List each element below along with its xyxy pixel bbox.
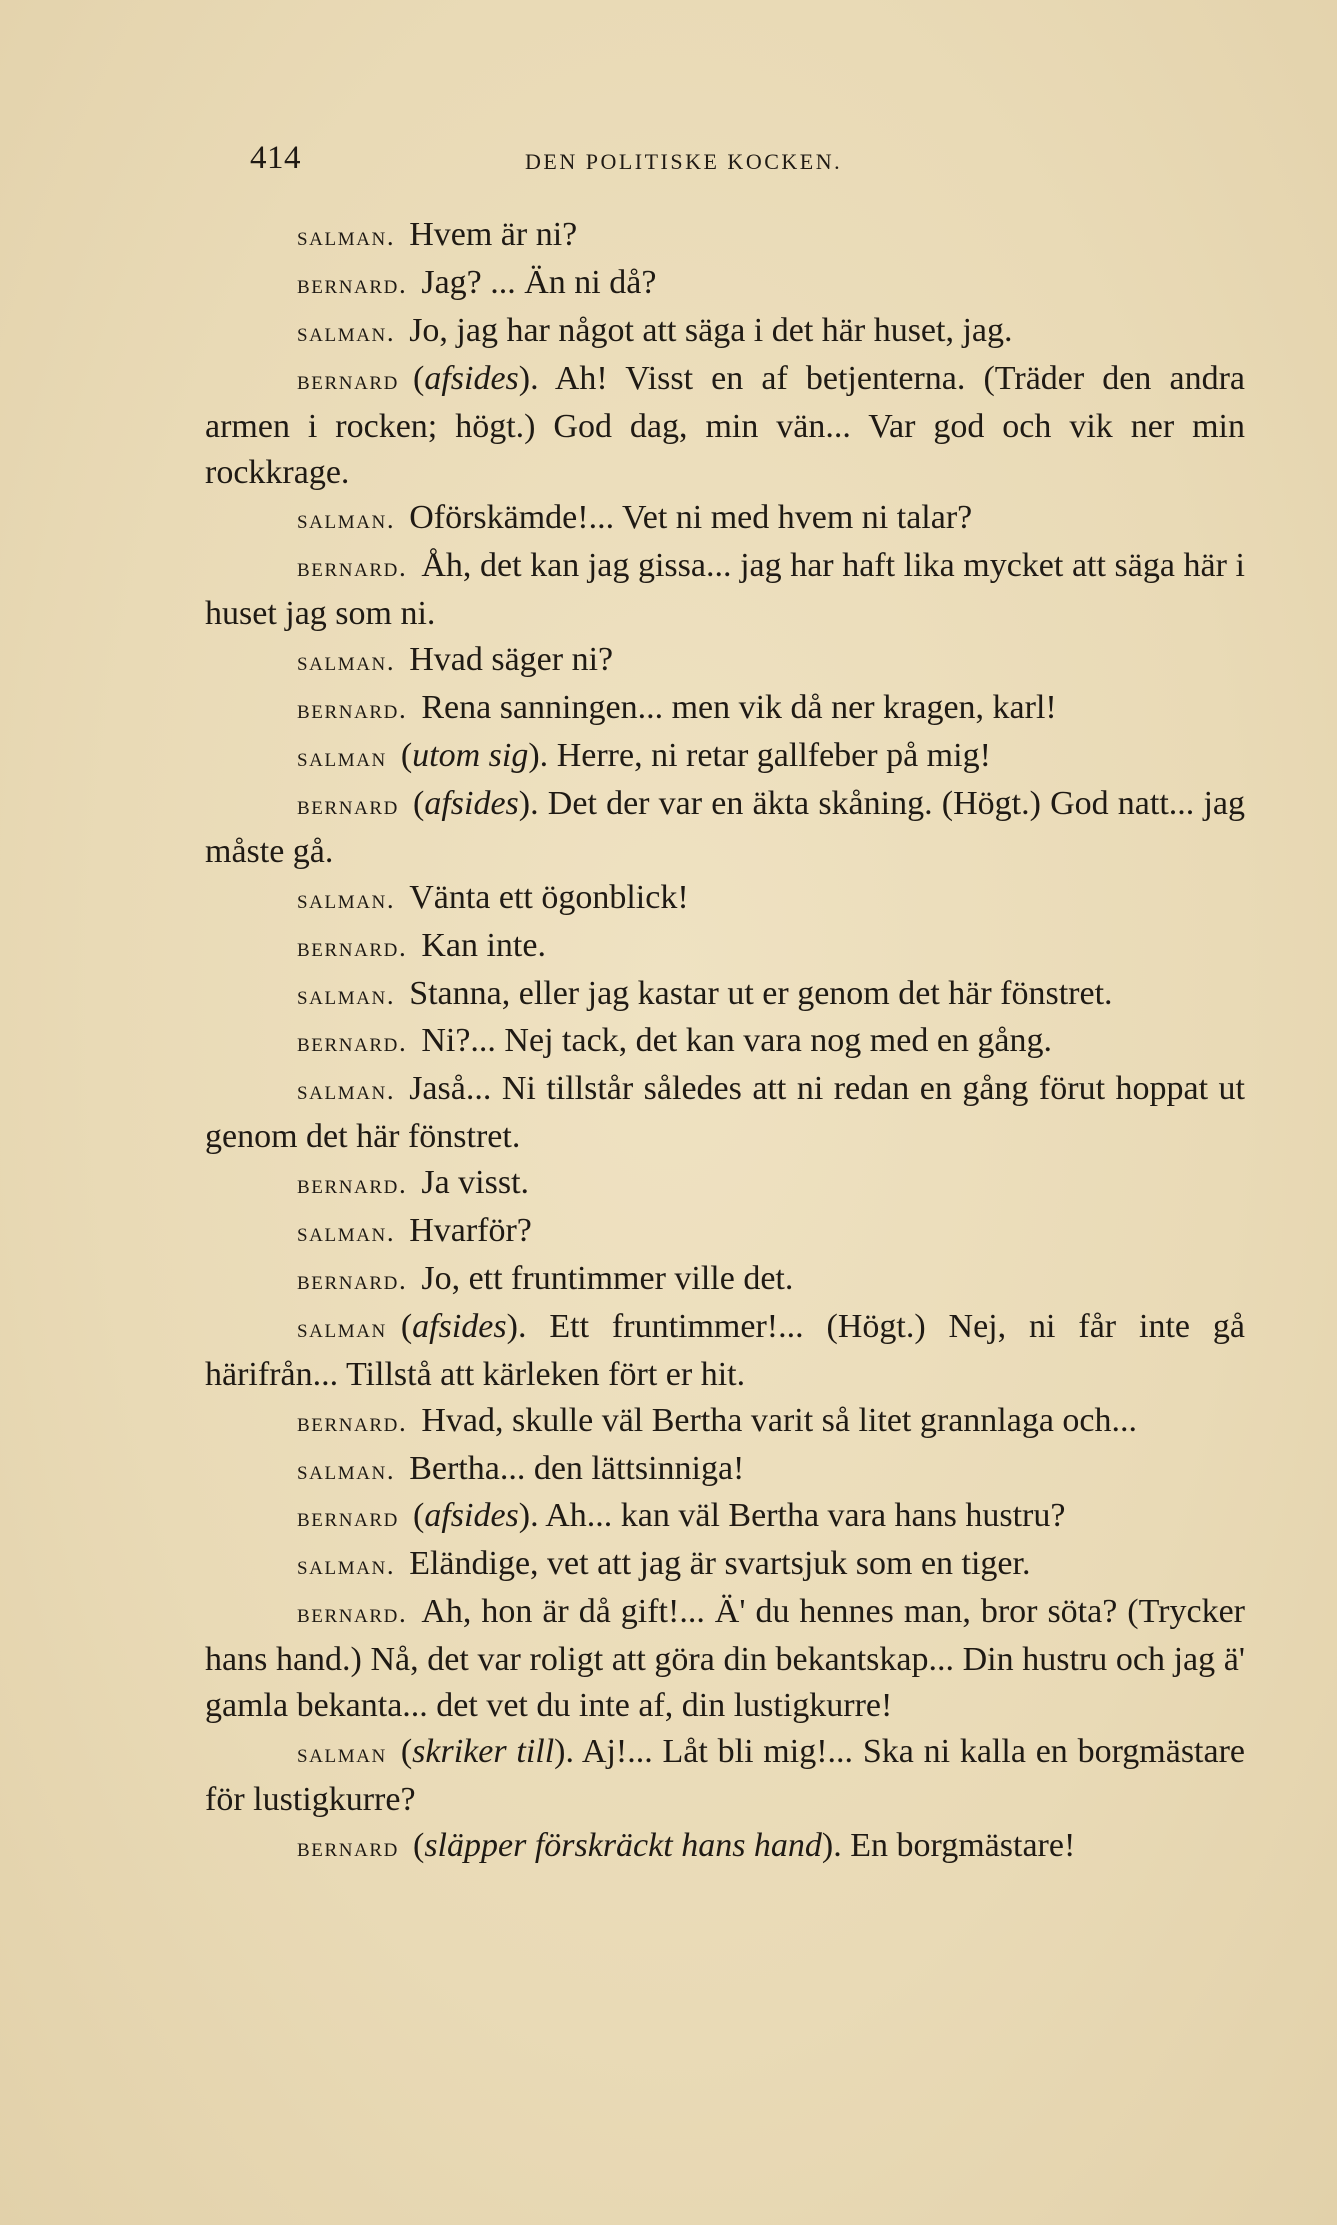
line-text: Ah... kan väl Bertha vara hans hustru? bbox=[545, 1497, 1066, 1535]
stage-direction: skriker till bbox=[412, 1733, 555, 1770]
direction-close: ). bbox=[554, 1733, 574, 1770]
speaker-name: bernard. bbox=[297, 931, 408, 962]
line-text: Aj!... Låt bli mig!... Ska ni kalla en borgmästare för lustigkurre? bbox=[205, 1733, 1246, 1818]
line-text: Hvad, skulle väl Bertha varit så litet grannlaga och... bbox=[421, 1401, 1138, 1439]
speaker-name: salman. bbox=[297, 1075, 396, 1106]
speaker-name: salman. bbox=[297, 504, 396, 535]
dialogue-line bbox=[205, 495, 1245, 543]
dialogue-line bbox=[205, 1398, 1245, 1446]
dialogue-line bbox=[205, 1589, 1245, 1729]
dialogue-line bbox=[205, 356, 1245, 496]
stage-direction: utom sig bbox=[412, 736, 529, 774]
direction-open: ( bbox=[413, 784, 425, 822]
speaker-name: salman. bbox=[297, 316, 396, 347]
dialogue-line bbox=[205, 1160, 1245, 1208]
speaker-name: bernard. bbox=[297, 1264, 408, 1295]
line-text: Rena sanningen... men vik då ner kragen, karl! bbox=[421, 689, 1057, 727]
dialogue-line bbox=[205, 1541, 1245, 1589]
speaker-name: salman. bbox=[297, 979, 396, 1010]
dialogue-line bbox=[205, 923, 1245, 971]
dialogue-line bbox=[205, 1729, 1245, 1823]
dialogue-line bbox=[205, 781, 1245, 875]
direction-close: ). bbox=[518, 1497, 539, 1535]
speaker-name: bernard. bbox=[297, 1598, 408, 1629]
line-text: Vänta ett ögonblick! bbox=[409, 878, 689, 916]
line-text: Ah, hon är då gift!... Ä' du hennes man, bror söta? (Trycker hans hand.) Nå, det var roligt att göra din bekantskap... Din hustru och jag ä' gamla bekanta... det vet du inte af, din lustigkurre! bbox=[205, 1593, 1245, 1725]
direction-open: ( bbox=[413, 359, 425, 397]
dialogue-line bbox=[205, 1018, 1245, 1066]
stage-direction: släpper förskräckt hans hand bbox=[424, 1826, 822, 1864]
line-text: Ah! Visst en af betjenterna. (Träder den andra armen i rocken; högt.) God dag, min vän... Var god och vik ner min rockkrage. bbox=[205, 359, 1246, 491]
stage-direction: afsides bbox=[424, 1497, 519, 1535]
running-title: DEN POLITISKE KOCKEN. bbox=[525, 149, 843, 174]
line-text: Hvarför? bbox=[409, 1212, 532, 1250]
speaker-name: bernard. bbox=[297, 268, 408, 299]
stage-direction: afsides bbox=[424, 359, 519, 397]
speaker-name: salman. bbox=[297, 221, 396, 251]
speaker-name: bernard. bbox=[297, 694, 408, 725]
speaker-name: bernard bbox=[297, 1831, 399, 1862]
dialogue-line bbox=[205, 1493, 1245, 1541]
stage-direction: afsides bbox=[424, 784, 519, 822]
line-text: Jo, jag har något att säga i det här huset, jag. bbox=[409, 311, 1013, 349]
dialogue-line bbox=[205, 971, 1245, 1019]
dialogue-line bbox=[205, 308, 1245, 356]
direction-close: ). bbox=[518, 359, 539, 397]
line-text: Det der var en äkta skåning. (Högt.) God natt... jag måste gå. bbox=[205, 784, 1246, 870]
line-text: Stanna, eller jag kastar ut er genom det här fönstret. bbox=[409, 974, 1113, 1012]
speaker-name: salman bbox=[297, 1738, 387, 1768]
line-text: Kan inte. bbox=[421, 926, 546, 964]
line-text: Jo, ett fruntimmer ville det. bbox=[421, 1259, 794, 1297]
line-text: Jag? ... Än ni då? bbox=[421, 263, 657, 301]
dialogue-line bbox=[205, 1256, 1245, 1304]
line-text: Hvem är ni? bbox=[409, 216, 578, 253]
dialogue-line bbox=[205, 1446, 1245, 1494]
speaker-name: bernard. bbox=[297, 1027, 408, 1058]
line-text: Jaså... Ni tillstår således att ni redan en gång förut hoppat ut genom det här fönstret. bbox=[205, 1070, 1245, 1156]
dialogue-line bbox=[205, 543, 1245, 637]
line-text: Ett fruntimmer!... (Högt.) Nej, ni får inte gå härifrån... Tillstå att kärleken fört er hit. bbox=[205, 1307, 1245, 1393]
dialogue-line bbox=[205, 212, 1245, 260]
stage-direction: afsides bbox=[412, 1307, 507, 1345]
speaker-name: salman. bbox=[297, 883, 396, 914]
line-text: Ni?... Nej tack, det kan vara nog med en gång. bbox=[421, 1022, 1053, 1060]
direction-open: ( bbox=[400, 1733, 413, 1770]
direction-close: ). bbox=[506, 1307, 527, 1345]
page-number: 414 bbox=[250, 140, 301, 176]
direction-open: ( bbox=[413, 1826, 425, 1864]
line-text: Herre, ni retar gallfeber på mig! bbox=[556, 736, 991, 774]
speaker-name: bernard bbox=[297, 789, 399, 820]
line-text: Bertha... den lättsinniga! bbox=[409, 1449, 745, 1487]
line-text: Hvad säger ni? bbox=[409, 641, 614, 679]
direction-close: ). bbox=[821, 1826, 842, 1864]
line-text: Eländige, vet att jag är svartsjuk som en tiger. bbox=[409, 1545, 1031, 1583]
speaker-name: bernard. bbox=[297, 552, 408, 583]
page-header bbox=[250, 140, 1130, 184]
dialogue-line bbox=[205, 733, 1245, 781]
dialogue-line bbox=[205, 637, 1245, 685]
speaker-name: salman. bbox=[297, 1454, 396, 1485]
direction-open: ( bbox=[400, 1307, 413, 1345]
speaker-name: bernard bbox=[297, 1502, 399, 1533]
line-text: Åh, det kan jag gissa... jag har haft lika mycket att säga här i huset jag som ni. bbox=[205, 547, 1245, 633]
speaker-name: bernard. bbox=[297, 1169, 408, 1200]
direction-open: ( bbox=[400, 736, 413, 774]
dialogue-line bbox=[205, 1066, 1245, 1160]
direction-close: ). bbox=[518, 784, 539, 822]
dialogue-line bbox=[205, 685, 1245, 733]
dialogue-line bbox=[205, 875, 1245, 923]
dialogue-line bbox=[205, 260, 1245, 308]
dialogue-line bbox=[205, 1304, 1245, 1398]
dialogue-line bbox=[205, 1208, 1245, 1256]
speaker-name: salman bbox=[297, 1312, 387, 1343]
speaker-name: salman bbox=[297, 741, 387, 772]
direction-open: ( bbox=[413, 1497, 425, 1535]
speaker-name: bernard bbox=[297, 364, 399, 395]
speaker-name: bernard. bbox=[297, 1406, 408, 1437]
line-text: En borgmästare! bbox=[850, 1826, 1076, 1864]
speaker-name: salman. bbox=[297, 1550, 396, 1581]
direction-close: ). bbox=[528, 736, 549, 774]
dialogue-text bbox=[205, 212, 1245, 1871]
speaker-name: salman. bbox=[297, 1217, 396, 1248]
speaker-name: salman. bbox=[297, 646, 396, 677]
line-text: Oförskämde!... Vet ni med hvem ni talar? bbox=[409, 499, 973, 537]
line-text: Ja visst. bbox=[421, 1164, 530, 1202]
dialogue-line bbox=[205, 1823, 1245, 1871]
